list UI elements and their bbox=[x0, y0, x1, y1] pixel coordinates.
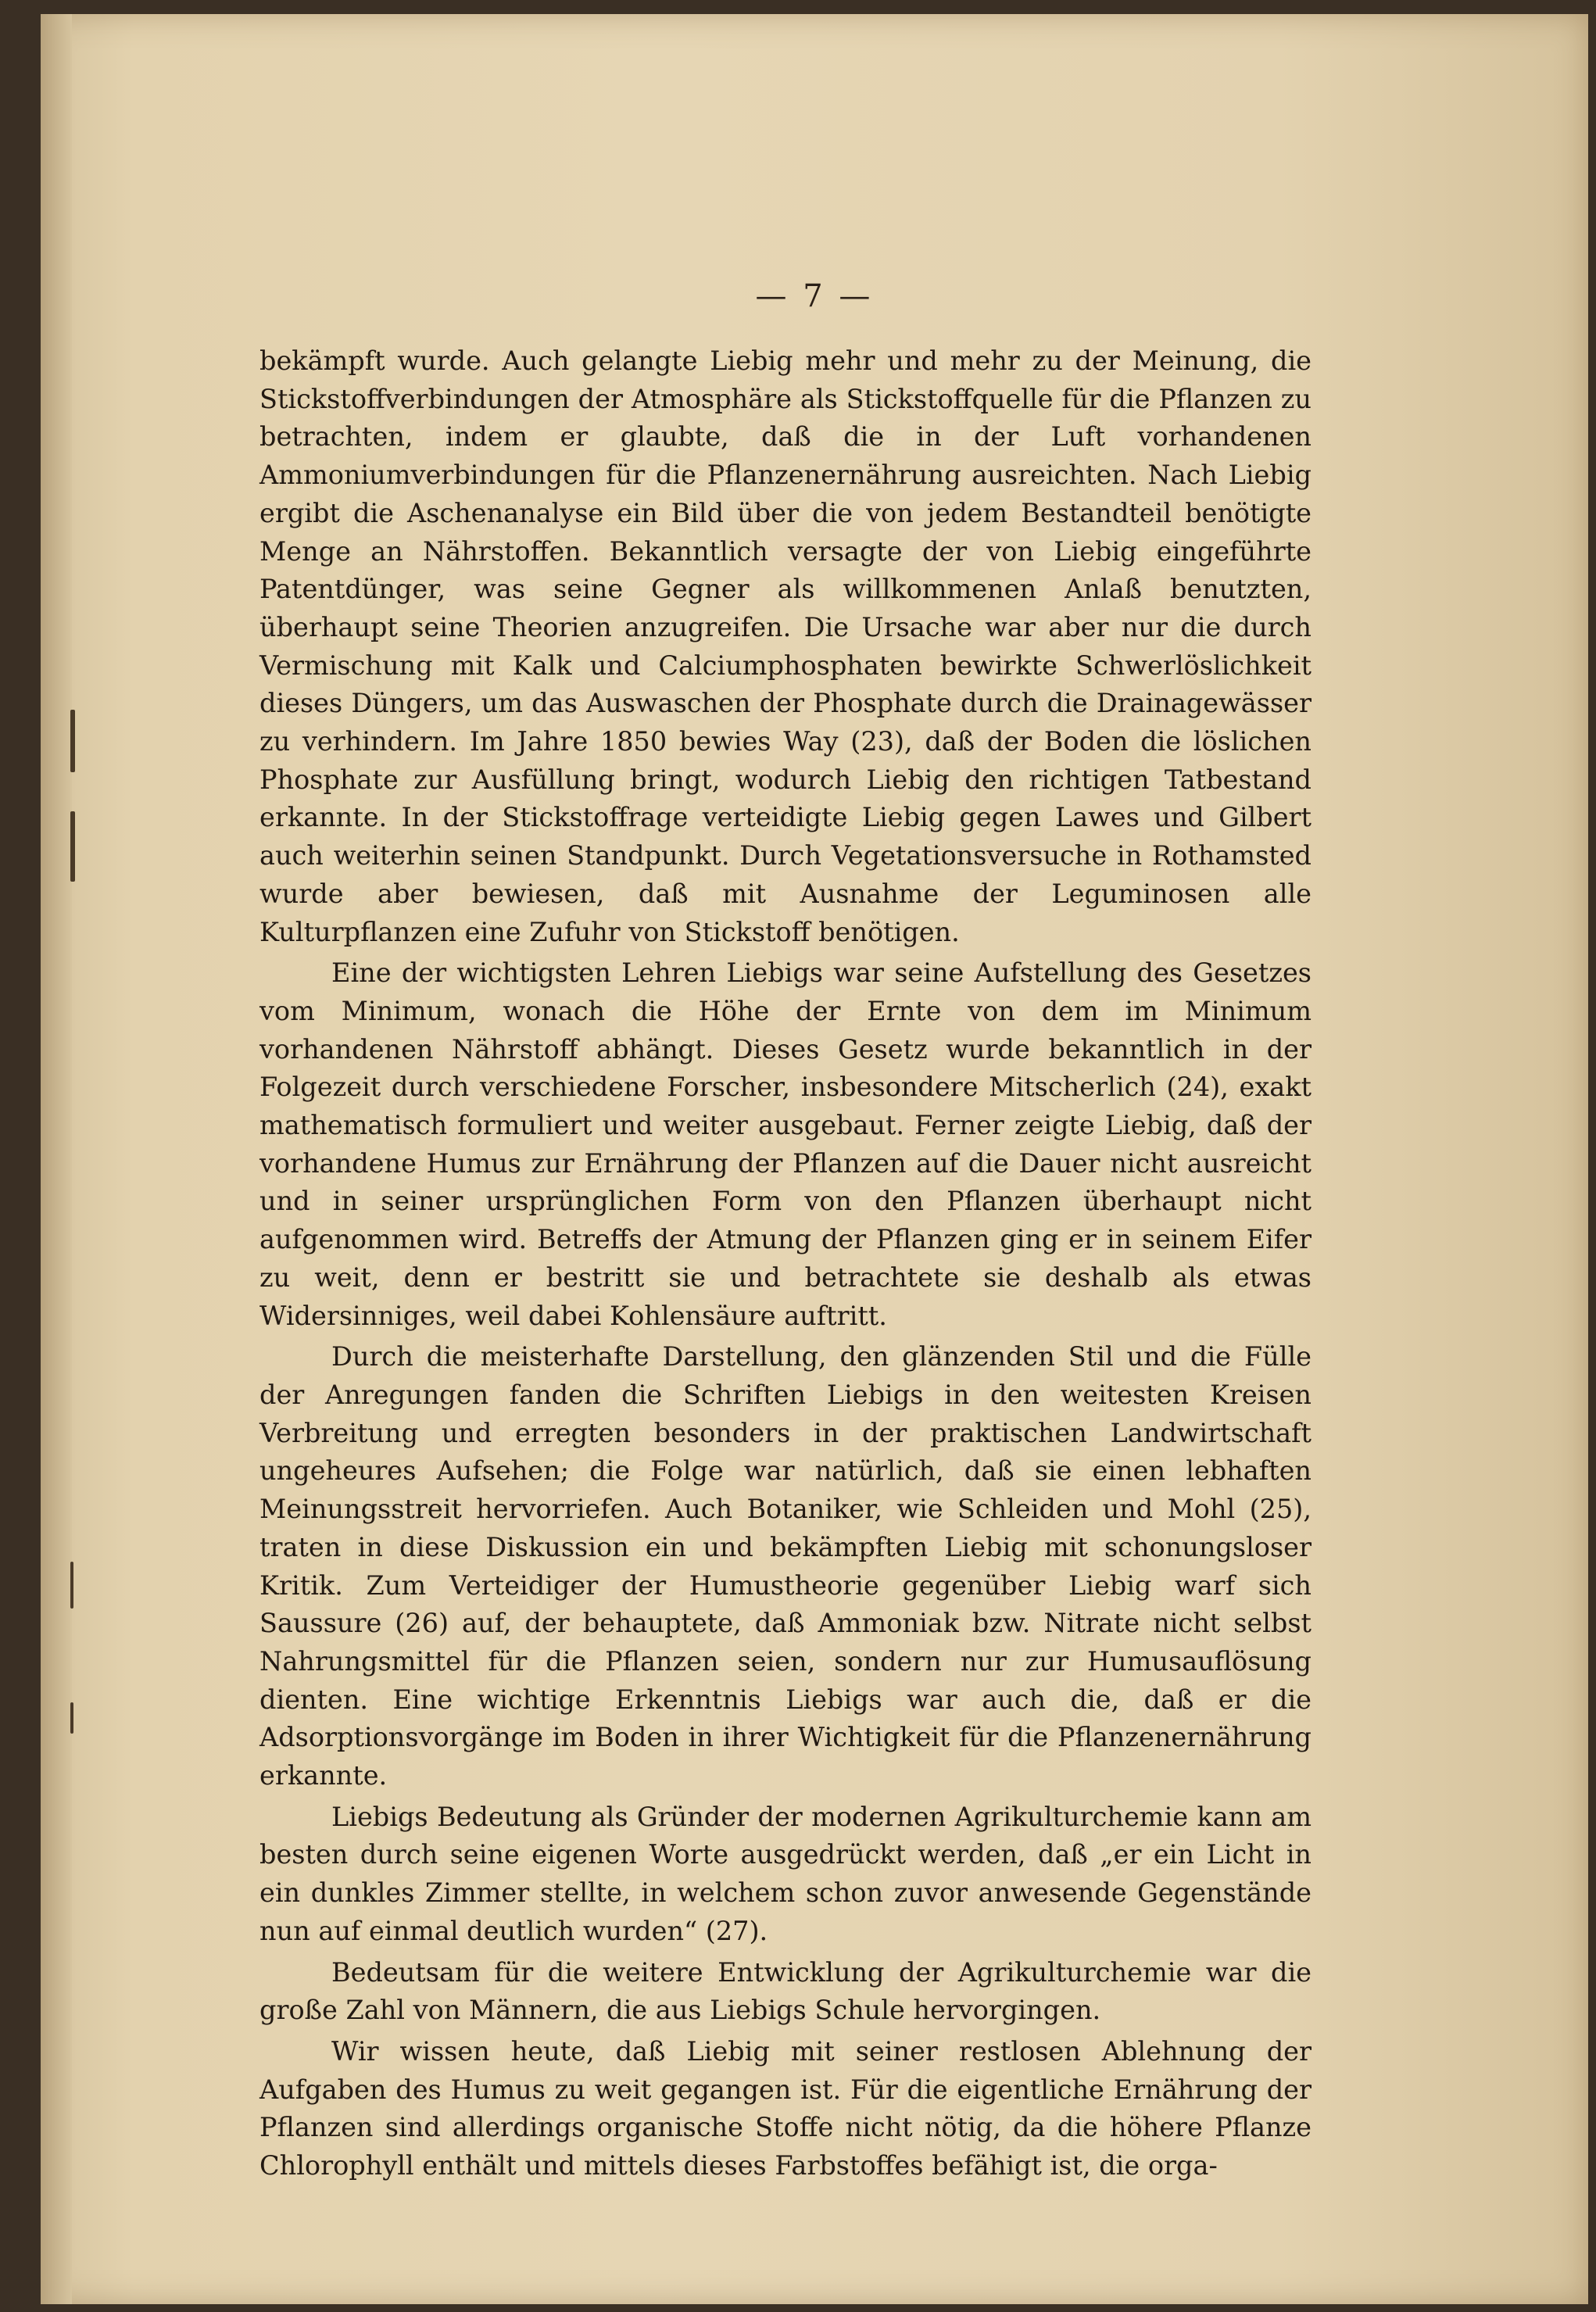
page-gutter bbox=[41, 14, 72, 2304]
paragraph: Bedeutsam für die weitere Entwicklung der Agrikulturchemie war die große Zahl von Männern, die aus Liebigs Schule hervorgingen. bbox=[259, 1956, 1312, 2026]
binding-thread-mark bbox=[70, 1702, 73, 1734]
binding-thread-mark bbox=[70, 1562, 73, 1609]
body-text bbox=[259, 342, 1312, 2185]
paragraph: Liebigs Bedeutung als Gründer der modernen Agrikulturchemie kann am besten durch seine eigenen Worte ausgedrückt werden, daß „er ein Licht in ein dunkles Zimmer stellte, in welchem schon zuvor anwesende Gegenstände nun auf einmal deutlich wurden“ (27). bbox=[259, 1801, 1312, 1946]
paragraph: Durch die meisterhafte Darstellung, den glänzenden Stil und die Fülle der Anregungen fanden die Schriften Liebigs in den weitesten Kreisen Verbreitung und erregten besonders in der praktischen Landwirtschaft ungeheures Aufsehen; die Folge war natürlich, daß sie einen lebhaften Meinungsstreit hervorriefen. Auch Botaniker, wie Schleiden und Mohl (25), traten in diese Diskussion ein und bekämpften Liebig mit schonungsloser Kritik. Zum Verteidiger der Humustheorie gegenüber Liebig warf sich Saussure (26) auf, der behauptete, daß Ammoniak bzw. Nitrate nicht selbst Nahrungsmittel für die Pflanzen seien, sondern nur zur Humusauflösung dienten. Eine wichtige Erkenntnis Liebigs war auch die, daß er die Adsorptionsvorgänge im Boden in ihrer Wichtigkeit für die Pflanzenernährung erkannte. bbox=[259, 1341, 1312, 1791]
paragraph: Wir wissen heute, daß Liebig mit seiner restlosen Ablehnung der Aufgaben des Humus zu weit gegangen ist. Für die eigentliche Ernährung der Pflanzen sind allerdings organische Stoffe nicht nötig, da die höhere Pflanze Chlorophyll enthält und mittels dieses Farbstoffes befähigt ist, die orga- bbox=[259, 2035, 1312, 2181]
binding-thread-mark bbox=[70, 811, 75, 882]
paragraph: bekämpft wurde. Auch gelangte Liebig mehr und mehr zu der Meinung, die Stickstoffverbindungen der Atmosphäre als Stickstoffquelle für die Pflanzen zu betrachten, indem er glaubte, daß die in der Luft vorhandenen Ammoniumverbindungen für die Pflanzenernährung ausreichten. Nach Liebig ergibt die Aschenanalyse ein Bild über die von jedem Bestandteil benötigte Menge an Nährstoffen. Bekanntlich versagte der von Liebig eingeführte Patentdünger, was seine Gegner als willkommenen Anlaß benutzten, überhaupt seine Theorien anzugreifen. Die Ursache war aber nur die durch Vermischung mit Kalk und Calciumphosphaten bewirkte Schwerlöslichkeit dieses Düngers, um das Auswaschen der Phosphate durch die Drainagewässer zu verhindern. Im Jahre 1850 bewies Way (23), daß der Boden die löslichen Phosphate zur Ausfüllung bringt, wodurch Liebig den richtigen Tatbestand erkannte. In der Stickstoffrage verteidigte Liebig gegen Lawes und Gilbert auch weiterhin seinen Standpunkt. Durch Vegetationsversuche in Rothamsted wurde aber bewiesen, daß mit Ausnahme der Leguminosen alle Kulturpflanzen eine Zufuhr von Stickstoff benötigen. bbox=[259, 345, 1312, 947]
book-page bbox=[41, 14, 1588, 2304]
paragraph: Eine der wichtigsten Lehren Liebigs war seine Aufstellung des Gesetzes vom Minimum, wonach die Höhe der Ernte von dem im Minimum vorhandenen Nährstoff abhängt. Dieses Gesetz wurde bekanntlich in der Folgezeit durch verschiedene Forscher, insbesondere Mitscherlich (24), exakt mathematisch formuliert und weiter ausgebaut. Ferner zeigte Liebig, daß der vorhandene Humus zur Ernährung der Pflanzen auf die Dauer nicht ausreicht und in seiner ursprünglichen Form von den Pflanzen überhaupt nicht aufgenommen wird. Betreffs der Atmung der Pflanzen ging er in seinem Eifer zu weit, denn er bestritt sie und betrachtete sie deshalb als etwas Widersinniges, weil dabei Kohlensäure auftritt. bbox=[259, 957, 1312, 1331]
binding-thread-mark bbox=[70, 710, 75, 772]
page-number: — 7 — bbox=[755, 278, 874, 314]
